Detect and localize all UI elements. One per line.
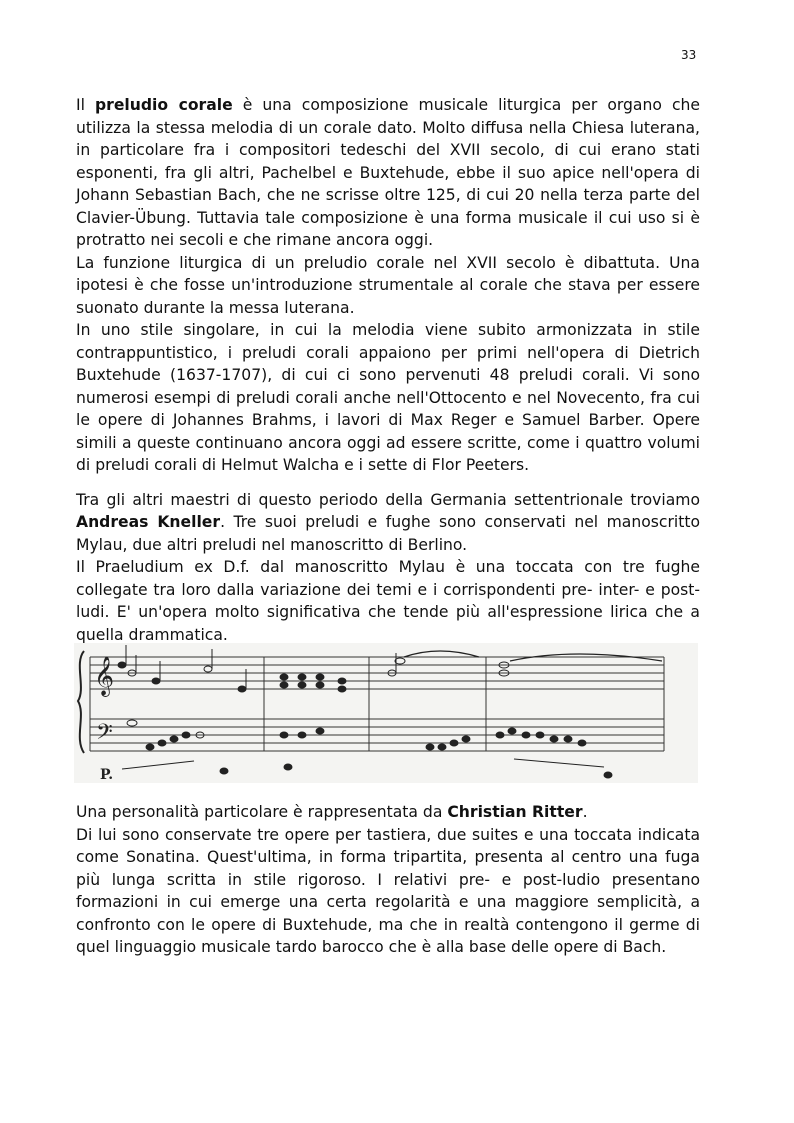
text-run: Il xyxy=(76,96,95,114)
paragraph-history: In uno stile singolare, in cui la melodia viene subito armonizzata in stile contrappuntistico, i preludi corali appaiono per primi nell'opera di Dietrich Buxtehude (1637-1707), di cui ci sono pervenuti 48 preludi corali. Vi sono numerosi esempi di preludi corali anche nell'Ottocento e nel Novecento, fra cui le opere di Johannes Brahms, i lavori di Max Reger e Samuel Barber. Opere simili a queste continuano ancora oggi ad essere scritte, come i quattro volumi di preludi corali di Helmut Walcha e i sette di Flor Peeters. xyxy=(76,321,700,474)
music-score-image xyxy=(74,643,698,783)
text-block-chorale-prelude xyxy=(76,94,700,646)
svg-text:𝄢: 𝄢 xyxy=(96,720,113,750)
paragraph-definition xyxy=(76,94,700,252)
pedal-marking: P. xyxy=(100,767,114,783)
text-run: è una composizione musicale liturgica per organo che utilizza la stessa melodia di un corale dato. Molto diffusa nella Chiesa luterana, in particolare fra i compositori tedeschi del XVII secolo, di cui erano stati esponenti, fra gli altri, Pachelbel e Buxtehude, ebbe il suo apice nell'opera di Johann Sebastian Bach, che ne scrisse oltre 125, di cui 20 nella terza parte del Clavier-Übung. Tuttavia tale composizione è una forma musicale il cui uso si è protratto nei secoli e che rimane ancora oggi. xyxy=(76,96,700,249)
paragraph-liturgical-function: La funzione liturgica di un preludio corale nel XVII secolo è dibattuta. Una ipotesi è che fosse un'introduzione strumentale al corale che stava per essere suonato durante la messa luterana. xyxy=(76,253,700,317)
paragraph-praeludium: Il Praeludium ex D.f. dal manoscritto Mylau è una toccata con tre fughe collegate tra loro dalla variazione dei temi e i corrispondenti pre- inter- e post-ludi. E' un'opera molto significativa che tende più all'espressione lirica che a quella drammatica. xyxy=(76,558,700,644)
text-run: Una personalità particolare è rappresentata da xyxy=(76,803,448,821)
text-block-ritter xyxy=(76,801,700,959)
paragraph-ritter-intro xyxy=(76,801,700,824)
name-andreas-kneller: Andreas Kneller xyxy=(76,513,221,531)
name-christian-ritter: Christian Ritter xyxy=(447,803,583,821)
paragraph-ritter-works: Di lui sono conservate tre opere per tastiera, due suites e una toccata indicata come Sonatina. Quest'ultima, in forma tripartita, presenta al centro una fuga più lunga scritta in stile rigoroso. I relativi pre- e post-ludio presentano formazioni in cui emerge una certa regolarità e una maggiore semplicità, a confronto con le opere di Buxtehude, ma che in realtà contengono il germe di quel linguaggio musicale tardo barocco che è alla base delle opere di Bach. xyxy=(76,825,700,956)
page-number: 33 xyxy=(681,48,697,62)
paragraph-kneller xyxy=(76,489,700,557)
term-preludio-corale: preludio corale xyxy=(94,96,233,114)
text-run: . Tre suoi preludi e fughe sono conservati nel manoscritto Mylau, due altri preludi nel manoscritto di Berlino. xyxy=(76,513,700,554)
text-run: Tra gli altri maestri di questo periodo della Germania settentrionale troviamo xyxy=(76,490,700,509)
music-score-example xyxy=(74,643,698,783)
svg-text:𝄞: 𝄞 xyxy=(94,656,115,696)
text-run: . xyxy=(582,803,588,821)
